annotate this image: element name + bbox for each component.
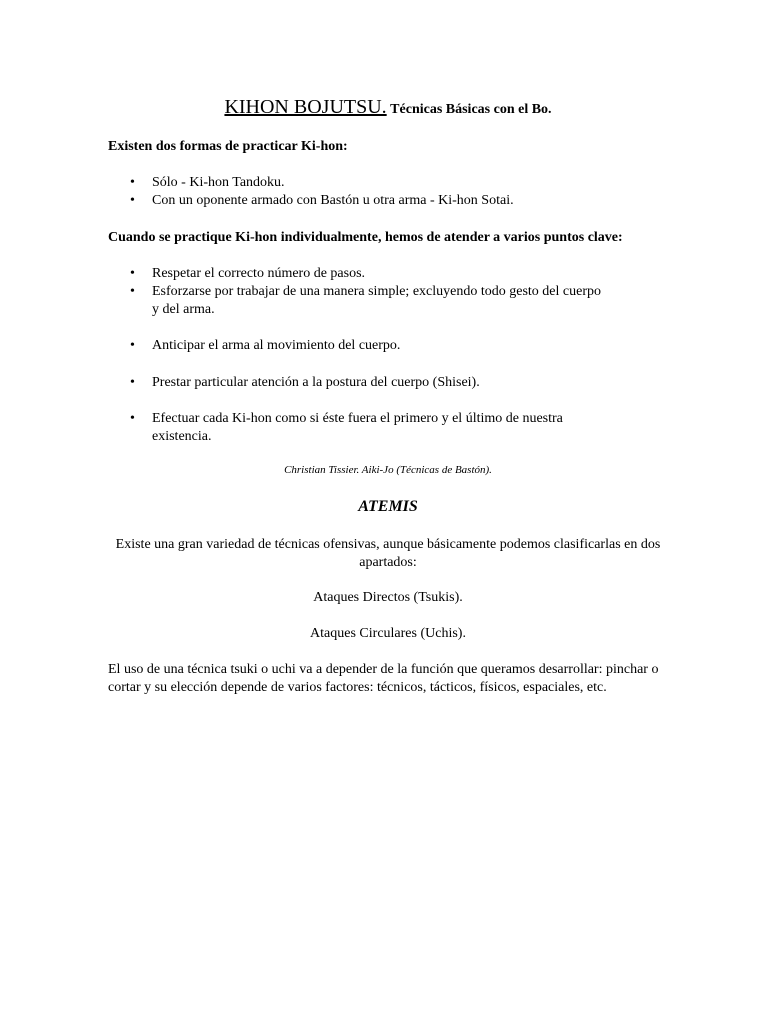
attack-direct: Ataques Directos (Tsukis). <box>313 590 463 605</box>
points-list-cont <box>108 337 668 355</box>
attack-circular: Ataques Circulares (Uchis). <box>310 626 466 641</box>
section-heading-atemis: ATEMIS <box>358 498 418 515</box>
bullet-icon: • <box>130 266 135 281</box>
list-item-text: Anticipar el arma al movimiento del cuerpo. <box>152 338 401 353</box>
list-item <box>108 337 668 355</box>
document-title <box>108 95 668 122</box>
list-item-text: Respetar el correcto número de pasos. <box>152 266 366 281</box>
atemis-intro: Existe una gran variedad de técnicas ofensivas, aunque básicamente podemos clasificarlas en dos apartados: <box>115 537 661 570</box>
list-item-text: Con un oponente armado con Bastón u otra arma - Ki-hon Sotai. <box>152 193 514 208</box>
points-list-cont <box>108 374 668 392</box>
bullet-icon: • <box>130 175 135 190</box>
forms-list <box>108 174 668 210</box>
list-item-text: Esforzarse por trabajar de una manera simple; excluyendo todo gesto del cuerpo y del arma. <box>152 284 601 317</box>
list-item <box>108 410 668 446</box>
title-subtitle: Técnicas Básicas con el Bo. <box>390 102 552 117</box>
bullet-icon: • <box>130 375 135 390</box>
list-item <box>108 265 668 283</box>
citation: Christian Tissier. Aiki-Jo (Técnicas de Bastón). <box>284 464 492 476</box>
list-item <box>108 174 668 192</box>
title-main: KIHON BOJUTSU. <box>224 96 387 118</box>
bullet-icon: • <box>130 193 135 208</box>
points-heading: Cuando se practique Ki-hon individualmente, hemos de atender a varios puntos clave: <box>108 230 623 245</box>
intro-heading: Existen dos formas de practicar Ki-hon: <box>108 139 348 154</box>
bullet-icon: • <box>130 338 135 353</box>
bullet-icon: • <box>130 284 135 299</box>
list-item-text: Prestar particular atención a la postura del cuerpo (Shisei). <box>152 375 480 390</box>
bullet-icon: • <box>130 411 135 426</box>
list-item-text: Efectuar cada Ki-hon como si éste fuera el primero y el último de nuestra existencia. <box>152 411 563 444</box>
points-list <box>108 265 668 319</box>
points-list-cont <box>108 410 668 446</box>
list-item-text: Sólo - Ki-hon Tandoku. <box>152 175 285 190</box>
list-item <box>108 283 668 319</box>
list-item <box>108 192 668 210</box>
closing-paragraph: El uso de una técnica tsuki o uchi va a depender de la función que queramos desarrollar: pinchar o cortar y su elección depende de varios factores: técnicos, tácticos, físicos, espaciales, etc. <box>108 662 659 695</box>
list-item <box>108 374 668 392</box>
